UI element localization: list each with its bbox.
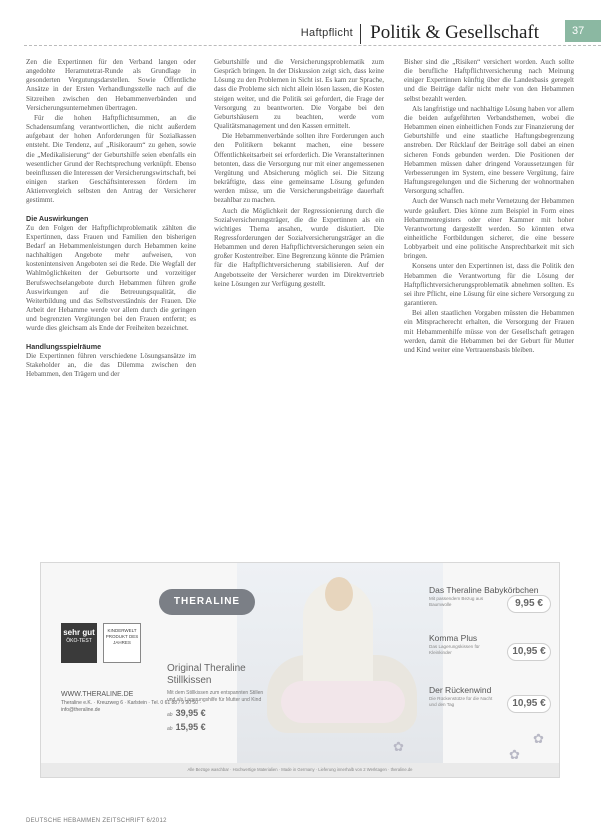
original-product-title: Original Theraline Stillkissen	[167, 663, 246, 686]
original-price-2: ab 15,95 €	[167, 722, 206, 732]
flower-icon: ✿	[533, 731, 544, 746]
article-column-2	[214, 58, 384, 556]
product-item	[429, 633, 551, 656]
mother-head	[325, 577, 353, 611]
subheading: Handlungsspielräume	[26, 341, 102, 351]
product-title: Komma Plus	[429, 633, 478, 643]
subheading: Die Auswirkungen	[26, 213, 89, 223]
ad-footer: Alle Bezüge waschbar · Hochwertige Materialien · Made in Germany · Lieferung innerhalb von 2 Werktagen · theraline.de	[41, 763, 559, 777]
nursing-pillow	[281, 681, 405, 723]
page-number-badge: 37	[565, 20, 601, 42]
advertisement[interactable]	[40, 562, 560, 778]
paragraph: Geburtshilfe und die Versicherungsproblematik zum Gespräch bringen. In der Diskussion zeigt sich, dass keine Lösung zu den Problemen in Sicht ist. Es kam zur Sprache, dass die Probleme sich nicht allein lösen lassen, die Kosten steigen weiter, und die Politik sei gefordert, die Frage der Versorgung zu beantworten. Die Vorgabe bei den Geburtshäusern zu beachten, werde vom Qualitätsmanagement und den Kassen ermittelt.	[214, 58, 384, 131]
paragraph: Bisher sind die „Risiken“ versichert worden. Auch sollte die berufliche Haftpflichtversicherung nach Meinung einiger Expertinnen künftig über die Landesbasis geregelt und die Beiträge dafür nicht mehr von den Hebammen selbst bezahlt werden.	[404, 58, 574, 103]
award-badges	[61, 623, 143, 683]
original-product-desc: Mit dem Stillkissen zum entspannten Stillen und als Lagerungshilfe für Mutter und Kind	[167, 690, 264, 703]
paragraph: Die Expertinnen führen verschiedene Lösungsansätze im Stakeholder an, die das Dilemma zwischen den Hebammen, den Trägern und der	[26, 351, 196, 378]
test-badge: sehr gut ÖKO-TEST	[61, 623, 97, 663]
award-badge: KINDERWELT PRODUKT DES JAHRES	[103, 623, 141, 663]
product-item	[429, 685, 551, 708]
paragraph: Konsens unter den Expertinnen ist, dass die Politik den Hebammen die Verantwortung für die Lösung der Haftpflichtversicherungsproblematik abnehmen sollten. Es sei ihre Pflicht, eine Lösung für eine sichere Versorgung zu garantieren.	[404, 262, 574, 308]
flower-icon: ✿	[509, 747, 520, 762]
paragraph: Zen die Expertinnen für den Verband langen oder angedohte Heramutetrat-Runde als Grundlage in gesonderten Vergutungsdarstellen. Sowie Öffentliche Ansätze in der Ersten Verhandlungsstelle nach auf die Sitzreihen zwischen den Hebammenverbänden und Versicherungsunternehmen übertragen.	[26, 58, 196, 112]
paragraph: Für die hohen Haftpflichtsummen, an die Schadensumfang verantwortlichen, die nicht außerdem aufgebaut der hohen Anforderungen für Sozialkassen entsteht. Die Tendenz, auf „Risikoraum“ zu gehen, sowie die „Medikalisierung“ der Geburtshilfe seien ebenfalls ein wesentlicher Grund der Rechtsprechung verknüpft. Ebenso beeinflussen die Interessen der Versicherungswirtschaft, bei einigen starken Geschäftsinteressen fördern im Aktienvergleich selbsten den Antrag der Versicherer gestimmt.	[26, 113, 196, 205]
original-price-1: ab 39,95 €	[167, 708, 206, 718]
article-column-1	[26, 58, 196, 556]
product-item	[429, 585, 551, 608]
product-title: Der Rückenwind	[429, 685, 492, 695]
header-section-title: Politik & Gesellschaft	[370, 22, 539, 43]
product-desc: Mit passendem Bezug aus Baumwolle	[429, 596, 484, 607]
product-price: 10,95 €	[507, 695, 551, 713]
header-rule	[24, 45, 601, 46]
product-price: 9,95 €	[507, 595, 551, 613]
paragraph: Auch die Möglichkeit der Regressionierung durch die Sozialversicherungsträger, die die Expertinnen als ein wichtiges Thema ansahen, wurde diskutiert. Die Regressforderungen der Sozialversicherungsträger an die Hebammen und deren Haftpflichtversicherungen seien ein großer Kostentreiber. Eine Begrenzung könnte die Prämien für die Haftpflichtversicherung stabilisieren. Auf der Angebotsseite der Versicherer wurden im Direktvertrieb keine Lösungen zur Verfügung gestellt.	[214, 206, 384, 288]
paragraph: Bei allen staatlichen Vorgaben müssten die Hebammen ein Mitspracherecht erhalten, die Versorgung der Frauen mit Hebammenhilfe müsse von der Gesellschaft getragen werden, damit die Hebammen bei der Geburt für Mutter und Kind weiter eine Vertrauensbasis bleiben.	[404, 309, 574, 354]
ad-address: Theraline e.K. · Kreuzweg 6 · Karlstein · Tel. 0 61 88 / 9 90 50 · info@theraline.de	[61, 700, 201, 713]
product-desc: Die Rückenstütze für die Nacht und den Tag	[429, 696, 493, 707]
paragraph: Zu den Folgen der Haftpflichtproblematik zählten die Expertinnen, dass Frauen und Familien den bisherigen Bedarf an Hebammenleistungen durch Hebammen keine nachhaltigen Angebote mehr aufweisen, von kostenintensiven Angeboten sei die Rede. Die Wegfall der Wahlmöglichkeiten der Geburtsorte und vorzeitiger Berufswechselangebote durch Hebammen führen große Auswirkungen auf die Betreuungsqualität, die Weiterbildung und das Selbstverständnis der Frauen. Die Arbeit der Hebamme werde vor allem durch die geringen und begrenzten Vergütungen bei den Frauen entfernt; es wurde dies gleichsam als Ende der Freiheiten bezeichnet.	[26, 223, 196, 333]
header-separator	[360, 24, 361, 44]
product-desc: Das Lagerungskissen für Kleinkinder	[429, 644, 480, 655]
theraline-logo: THERALINE	[159, 589, 255, 615]
paragraph: Die Hebammenverbände sollten ihre Forderungen auch den Politikern bekannt machen, eine bessere Öffentlichkeitsarbeit sei erforderlich. Die Veranstalterinnen betonten, dass die Versorgung nur mit einer angemessenen Vergütung und Absicherung möglich sei. Die Sitzung bekräftigte, dass eine gemeinsame Lösung gefunden werden müsse, um die Versicherungsbeiträge dauerhaft bezahlbar zu machen.	[214, 132, 384, 205]
product-price: 10,95 €	[507, 643, 551, 661]
product-title: Das Theraline Babykörbchen	[429, 585, 539, 595]
article-column-3	[404, 58, 574, 556]
flower-icon: ✿	[393, 739, 404, 754]
paragraph: Als langfristige und nachhaltige Lösung haben vor allem die beiden aufgeführten Verbandsthemen, wobei die Hebammen einen einheitlichen Fonds zur Finanzierung der Geburtshilfe und eine staatliche Haftungsbegrenzung anstreben. Der Rücklauf der Beiträge soll dabei an einen sicheren Fonds gebunden werden. Die Positionen der Hebammen müssen daher dringend Voraussetzungen für Verbesserungen im System, eine bessere Vergütung, faire Haftungsregelungen und die Sicherung der wohnortnahen Versorgung schaffen.	[404, 104, 574, 196]
header-topic: Haftpflicht	[300, 27, 353, 39]
original-product	[167, 663, 271, 732]
ad-website[interactable]: WWW.THERALINE.DE	[61, 691, 134, 698]
page-header	[0, 18, 601, 48]
paragraph: Auch der Wunsch nach mehr Vernetzung der Hebammen wurde geäußert. Dies könne zum Beispiel in Form eines Hebammenregisters oder einer Kammer mit hoher Verantwortung dargestellt werden. So könnten etwa einheitliche Fortbildungen sicherer, die eine bessere Lobbyarbeit und eine politische Ansprechbarkeit mit sich bringen.	[404, 197, 574, 261]
article-body	[26, 58, 574, 556]
page-footer: DEUTSCHE HEBAMMEN ZEITSCHRIFT 6/2012	[26, 818, 167, 824]
